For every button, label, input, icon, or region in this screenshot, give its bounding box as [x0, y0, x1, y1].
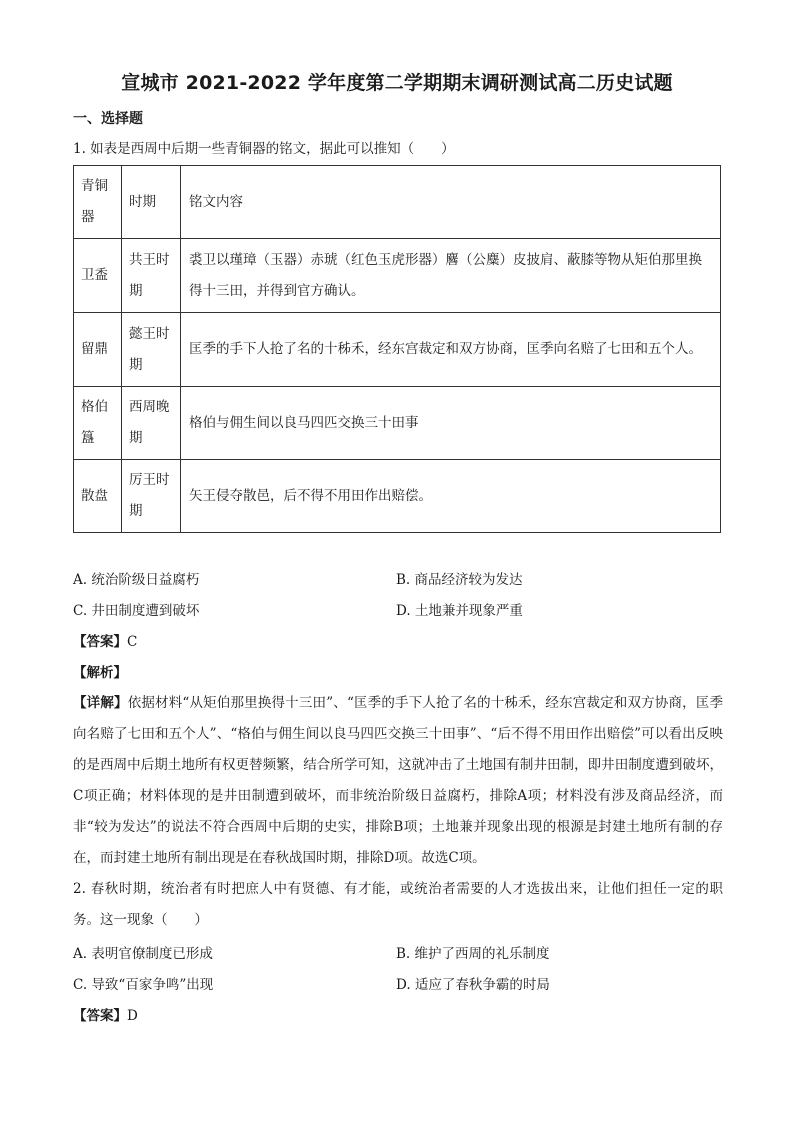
answer-label: 【答案】 — [73, 1008, 127, 1024]
table-cell-period: 共王时期 — [122, 239, 181, 313]
question-1-option-a: A. 统治阶级日益腐朽 — [73, 572, 200, 588]
detail-text: 依据材料“从矩伯那里换得十三田”、“匡季的手下人抢了名的十秭禾，经东宫裁定和双方协商，匡季向名赔了七田和五个人”、“格伯与佣生间以良马四匹交换三十田事”、“后不得不用田作出赔偿”可以看出反映的是西周中后期土地所有权更替频繁，结合所学可知，这就冲击了土地国有制井田制，即井田制度遭到破坏，C项正确；材料体现的是井田制遭到破坏，而非统治阶级日益腐朽，排除A项；材料没有涉及商品经济，而非“较为发达”的说法不符合西周中后期的史实，排除B项；土地兼并现象出现的根源是封建土地所有制的存在，而封建土地所有制出现是在春秋战国时期，排除D项。故选C项。 — [73, 695, 723, 866]
question-1-option-d: D. 土地兼并现象严重 — [396, 603, 523, 619]
table-cell-bronze: 留鼎 — [74, 313, 122, 387]
table-cell-inscription: 匡季的手下人抢了名的十秭禾，经东宫裁定和双方协商，匡季向名赔了七田和五个人。 — [181, 313, 721, 387]
header-period: 时期 — [122, 166, 181, 239]
detail-label: 【详解】 — [73, 695, 128, 711]
question-1-option-c: C. 井田制度遭到破坏 — [73, 603, 200, 619]
question-1-stem: 1. 如表是西周中后期一些青铜器的铭文，据此可以推知（ ） — [73, 141, 455, 157]
question-2-answer — [73, 1006, 138, 1026]
section-heading: 一、选择题 — [73, 111, 143, 127]
question-2-option-d: D. 适应了春秋争霸的时局 — [396, 977, 550, 993]
answer-value: C — [127, 634, 138, 650]
question-2-option-a: A. 表明官僚制度已形成 — [73, 946, 213, 962]
answer-label: 【答案】 — [73, 634, 127, 650]
question-1-detail — [73, 688, 723, 874]
table-cell-inscription: 格伯与佣生间以良马四匹交换三十田事 — [181, 387, 721, 460]
table-cell-period: 西周晚期 — [122, 387, 181, 460]
table-cell-period: 厉王时期 — [122, 460, 181, 533]
document-title: 宣城市 2021-2022 学年度第二学期期末调研测试高二历史试题 — [121, 72, 673, 94]
inscription-table — [73, 165, 721, 533]
table-header-row — [74, 166, 721, 239]
table-cell-bronze: 散盘 — [74, 460, 122, 533]
table-row — [74, 313, 721, 387]
answer-value: D — [127, 1008, 138, 1024]
table-cell-period: 懿王时期 — [122, 313, 181, 387]
table-row — [74, 239, 721, 313]
table-cell-inscription: 裘卫以瑾璋（玉器）赤琥（红色玉虎形器）麔（公麋）皮披肩、蔽膝等物从矩伯那里换得十三田，并得到官方确认。 — [181, 239, 721, 313]
question-2-stem: 2. 春秋时期，统治者有时把庶人中有贤德、有才能，或统治者需要的人才选拔出来，让他们担任一定的职务。这一现象（ ） — [73, 881, 723, 928]
question-1-option-b: B. 商品经济较为发达 — [396, 572, 523, 588]
header-bronze: 青铜器 — [74, 166, 122, 239]
question-2-option-b: B. 维护了西周的礼乐制度 — [396, 946, 550, 962]
header-inscription: 铭文内容 — [181, 166, 721, 239]
table-cell-inscription: 矢王侵夺散邑，后不得不用田作出赔偿。 — [181, 460, 721, 533]
table-row — [74, 460, 721, 533]
question-1-answer — [73, 632, 137, 652]
question-1-analysis-label: 【解析】 — [73, 665, 127, 681]
table-cell-bronze: 格伯簋 — [74, 387, 122, 460]
table-cell-bronze: 卫盉 — [74, 239, 122, 313]
question-2-option-c: C. 导致“百家争鸣”出现 — [73, 977, 214, 993]
table-row — [74, 387, 721, 460]
